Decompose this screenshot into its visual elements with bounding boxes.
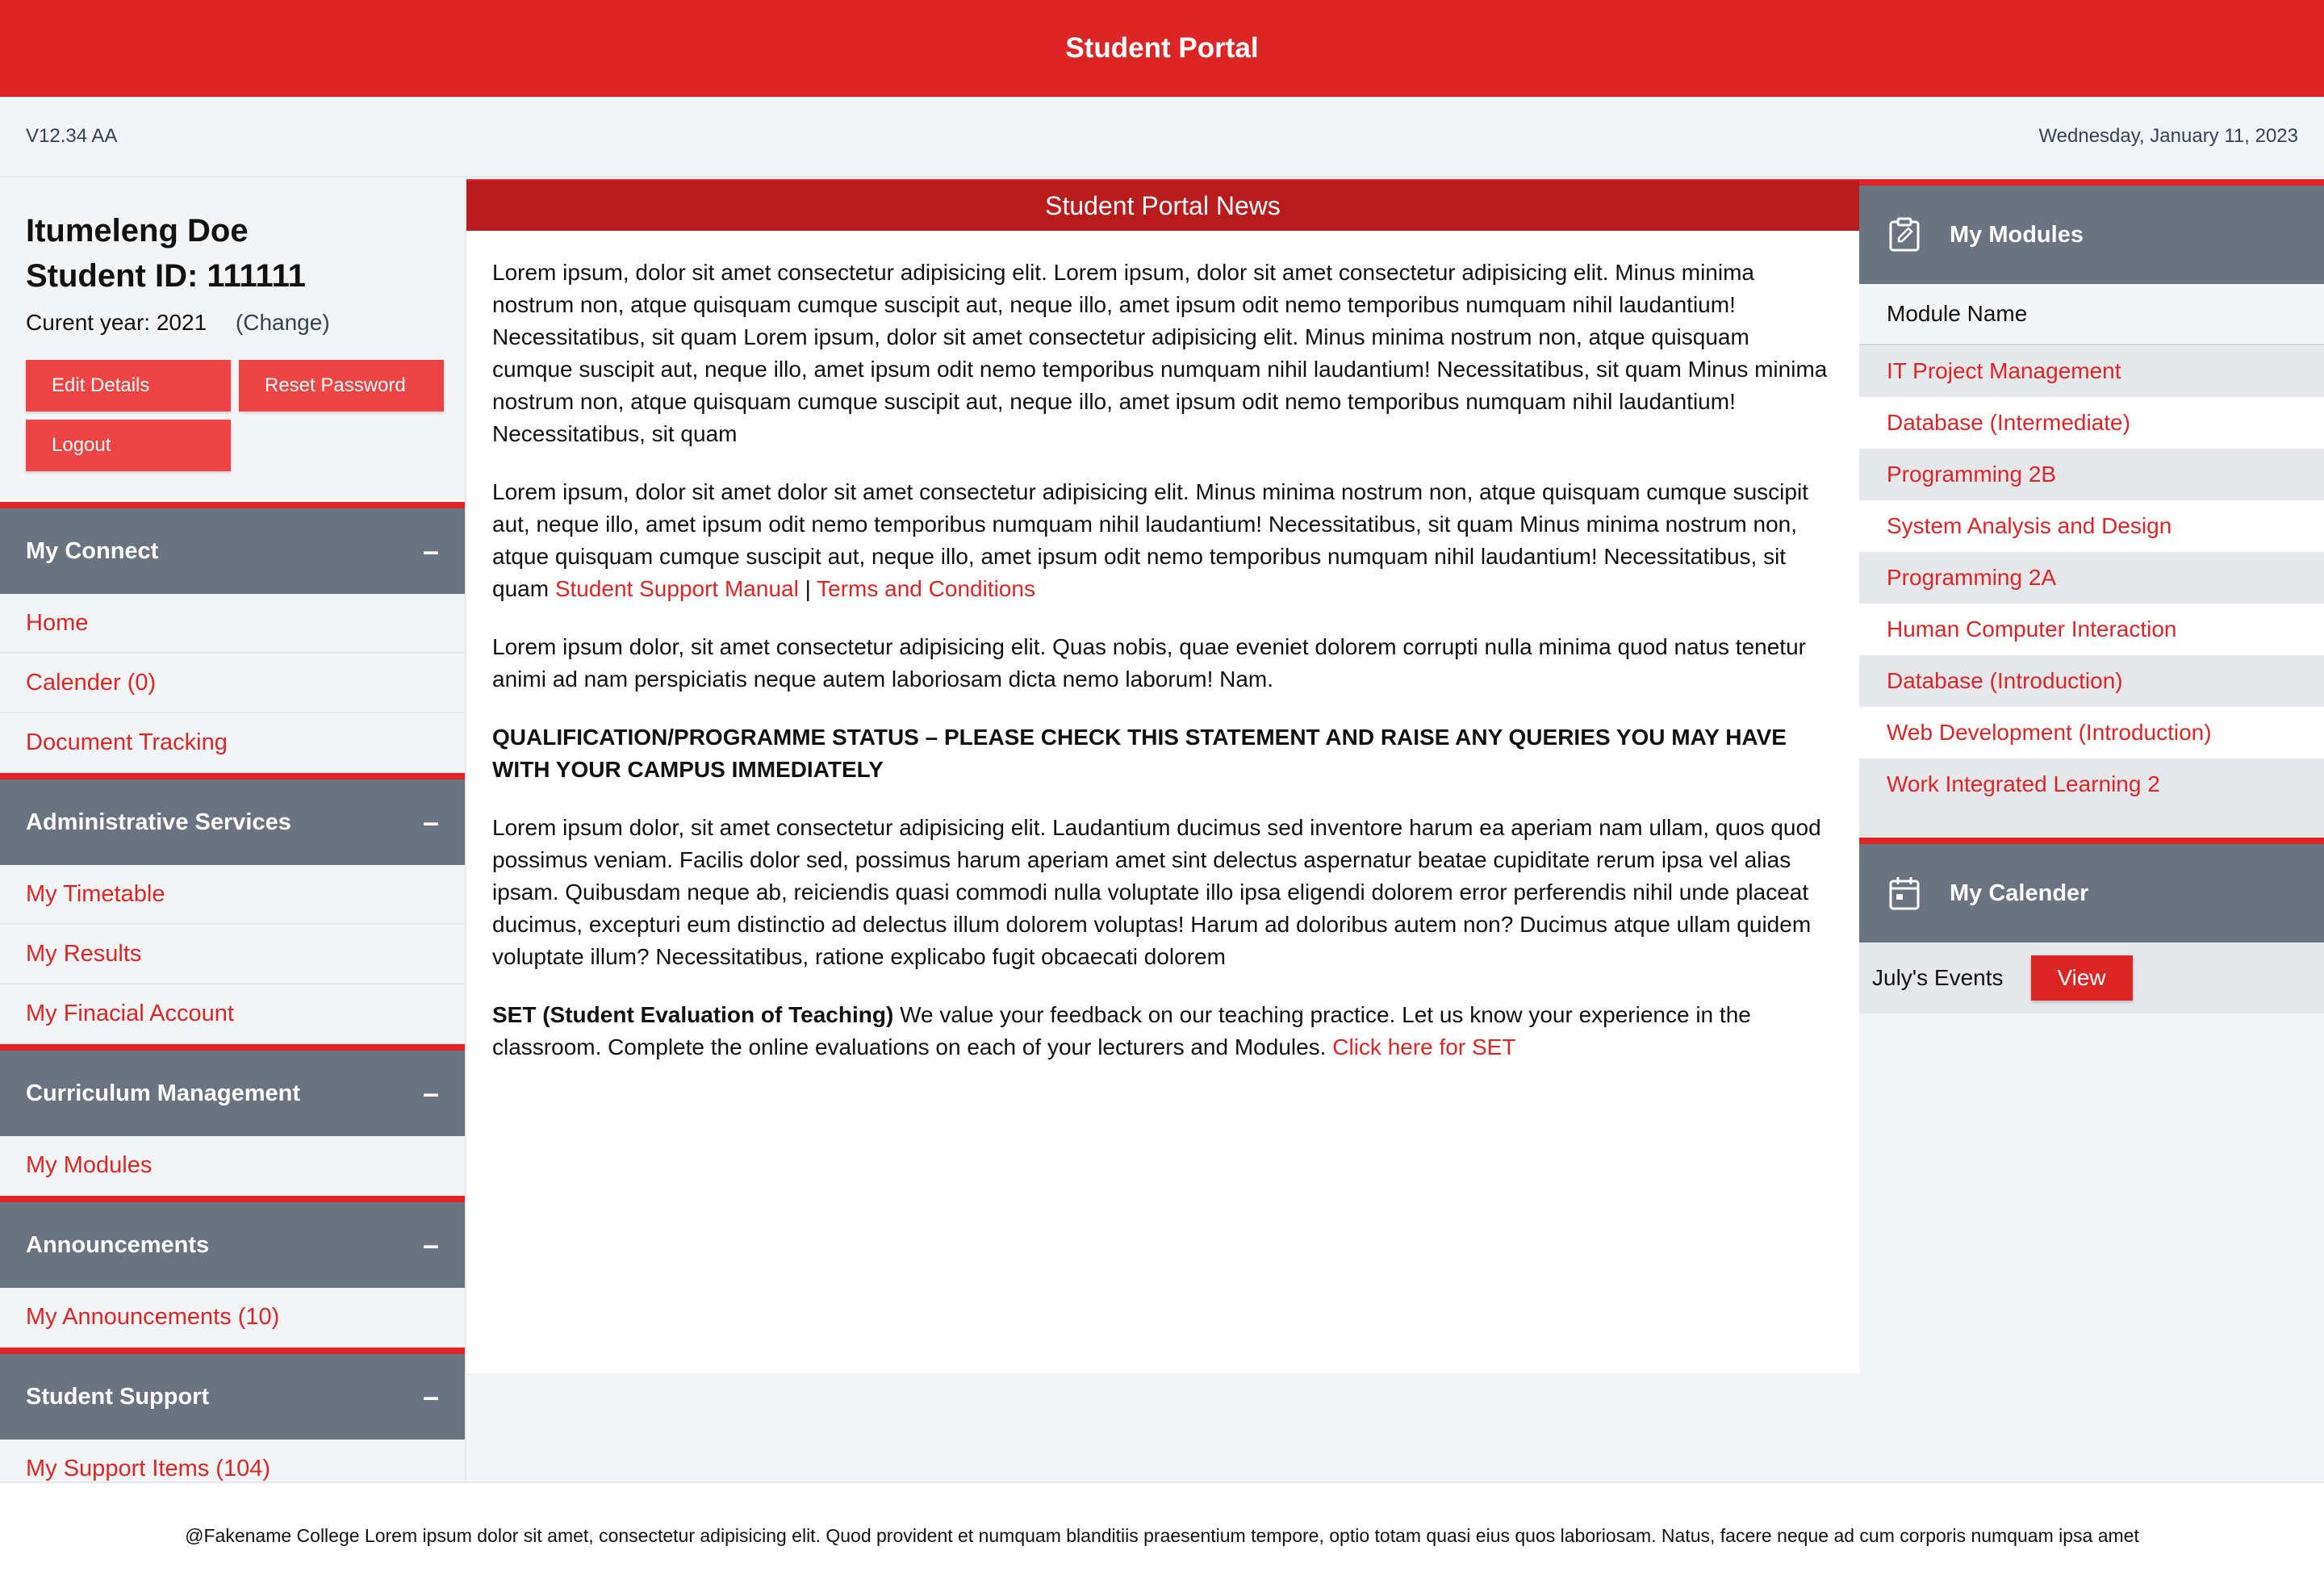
edit-details-button[interactable]: Edit Details <box>26 360 231 412</box>
sidebar-item-support-items[interactable]: My Support Items (104) <box>0 1440 465 1499</box>
version-label: V12.34 AA <box>26 125 118 147</box>
module-item[interactable]: Database (Intermediate) <box>1859 397 2324 449</box>
section-header-administrative-services[interactable]: Administrative Services – <box>0 773 465 865</box>
section-administrative-services <box>0 773 465 1044</box>
sidebar-item-calender[interactable]: Calender (0) <box>0 654 465 713</box>
modules-title: My Modules <box>1950 221 2084 248</box>
module-item[interactable]: Programming 2A <box>1859 552 2324 604</box>
profile-actions <box>26 360 445 471</box>
left-sidebar <box>0 179 466 1481</box>
terms-and-conditions-link[interactable]: Terms and Conditions <box>817 576 1035 601</box>
top-header <box>0 0 2324 97</box>
student-id: Student ID: 111111 <box>26 258 306 294</box>
news-content <box>466 231 1859 1064</box>
set-paragraph: SET (Student Evaluation of Teaching) We value your feedback on our teaching practice. Let us know your experience in the classroom. Complete the online evaluations on each of your lecturers and Modules. Click here for SET <box>492 1002 1751 1059</box>
right-sidebar <box>1859 179 2324 1481</box>
set-link[interactable]: Click here for SET <box>1332 1034 1516 1059</box>
sidebar-item-my-modules[interactable]: My Modules <box>0 1136 465 1196</box>
section-header-curriculum-management[interactable]: Curriculum Management – <box>0 1044 465 1136</box>
sidebar-item-timetable[interactable]: My Timetable <box>0 865 465 925</box>
section-student-support <box>0 1348 465 1499</box>
student-support-manual-link[interactable]: Student Support Manual <box>554 576 799 601</box>
calendar-icon <box>1888 875 1921 911</box>
collapse-icon[interactable]: – <box>422 1380 439 1413</box>
news-paragraph-links: Lorem ipsum, dolor sit amet dolor sit amet consectetur adipisicing elit. Minus minima nostrum non, atque quisquam cumque suscipit aut, neque illo, amet ipsum odit nemo temporibus numquam nihil laudantium! Necessitatibus, sit quam Minus minima nostrum non, atque quisquam cumque suscipit aut, neque illo, amet ipsum odit nemo temporibus numquam nihil laudantium! Necessitatibus, sit quam Student Support Manual | Terms and Conditions <box>492 479 1808 601</box>
sidebar-item-announcements[interactable]: My Announcements (10) <box>0 1288 465 1348</box>
footer-text: @Fakename College Lorem ipsum dolor sit amet, consectetur adipisicing elit. Quod provident et numquam blanditiis praesentium tempore, optio totam quasi eius quos laboriosam. Natus, facere neque ad cum corporis numquam ipsa amet <box>185 1524 2139 1546</box>
current-date: Wednesday, January 11, 2023 <box>2038 125 2298 147</box>
footer <box>0 1481 2324 1588</box>
calendar-header <box>1859 838 2324 942</box>
qualification-status-heading: QUALIFICATION/PROGRAMME STATUS – PLEASE CHECK THIS STATEMENT AND RAISE ANY QUERIES YOU MAY HAVE WITH YOUR CAMPUS IMMEDIATELY <box>492 725 1787 782</box>
module-item[interactable]: Web Development (Introduction) <box>1859 707 2324 758</box>
profile-panel <box>0 179 465 502</box>
modules-spacer <box>1859 810 2324 838</box>
sidebar-item-financial-account[interactable]: My Finacial Account <box>0 984 465 1044</box>
module-item[interactable]: Programming 2B <box>1859 449 2324 500</box>
clipboard-edit-icon <box>1888 217 1921 253</box>
app-title: Student Portal <box>1065 32 1259 64</box>
student-name: Itumeleng Doe <box>26 213 249 249</box>
logout-button[interactable]: Logout <box>26 420 231 471</box>
news-paragraph: Lorem ipsum dolor, sit amet consectetur adipisicing elit. Laudantium ducimus sed inventore harum ea aperiam nam ullam, quos quod possimus veniam. Facilis dolor sed, possimus harum aperiam amet sint delectus aspernatur beatae cupiditate rerum ipsa vel alias ipsam. Quibusdam neque ab, reiciendis quasi commodi nulla voluptate illo ipsa eligendi dolorem error perferendis nihil unde placeat ducimus, excepturi eum distinctio ad delectus illum dolorem voluptas! Harum ad doloribus autem non? Ducimus atque ullam quidem voluptate illum? Necessitatibus, ratione explicabo fugit obcaecati dolorem <box>492 815 1821 969</box>
modules-header <box>1859 179 2324 284</box>
module-item[interactable]: Human Computer Interaction <box>1859 604 2324 655</box>
section-header-announcements[interactable]: Announcements – <box>0 1196 465 1288</box>
sidebar-item-home[interactable]: Home <box>0 594 465 654</box>
collapse-icon[interactable]: – <box>422 534 439 567</box>
module-item[interactable]: System Analysis and Design <box>1859 500 2324 552</box>
sidebar-item-results[interactable]: My Results <box>0 925 465 984</box>
collapse-icon[interactable]: – <box>422 1228 439 1261</box>
events-row <box>1859 942 2324 1013</box>
sidebar-item-document-tracking[interactable]: Document Tracking <box>0 713 465 773</box>
module-item[interactable]: Database (Introduction) <box>1859 655 2324 707</box>
current-year: Curent year: 2021 <box>26 310 207 335</box>
calendar-title: My Calender <box>1950 880 2089 906</box>
view-events-button[interactable]: View <box>2031 955 2133 1001</box>
news-paragraph: Lorem ipsum dolor, sit amet consectetur adipisicing elit. Quas nobis, quae eveniet dolorem corrupti nulla minima quod natus tenetur animi ad nam perspiciatis neque autem laboriosam dicta nemo laborum! Nam. <box>492 634 1806 692</box>
section-header-my-connect[interactable]: My Connect – <box>0 502 465 594</box>
module-item[interactable]: Work Integrated Learning 2 <box>1859 758 2324 810</box>
section-header-student-support[interactable]: Student Support – <box>0 1348 465 1440</box>
sub-header <box>0 97 2324 178</box>
module-name-column-header: Module Name <box>1859 284 2324 345</box>
module-item[interactable]: IT Project Management <box>1859 345 2324 397</box>
section-announcements <box>0 1196 465 1348</box>
change-year-link[interactable]: (Change) <box>235 310 330 335</box>
news-panel <box>466 179 1859 1373</box>
reset-password-button[interactable]: Reset Password <box>239 360 444 412</box>
section-my-connect <box>0 502 465 773</box>
collapse-icon[interactable]: – <box>422 1076 439 1110</box>
section-curriculum-management <box>0 1044 465 1196</box>
news-paragraph: Lorem ipsum, dolor sit amet consectetur adipisicing elit. Lorem ipsum, dolor sit amet consectetur adipisicing elit. Minus minima nostrum non, atque quisquam cumque suscipit aut, neque illo, amet ipsum odit nemo temporibus numquam nihil laudantium! Necessitatibus, sit quam Lorem ipsum, dolor sit amet consectetur adipisicing elit. Minus minima nostrum non, atque quisquam cumque suscipit aut, neque illo, amet ipsum odit nemo temporibus numquam nihil laudantium! Necessitatibus, sit quam Minus minima nostrum non, atque quisquam cumque suscipit aut, neque illo, amet ipsum odit nemo temporibus numquam nihil laudantium! Necessitatibus, sit quam <box>492 260 1828 446</box>
current-year-row <box>26 310 439 336</box>
collapse-icon[interactable]: – <box>422 805 439 838</box>
events-label: July's Events <box>1872 965 2004 990</box>
news-title: Student Portal News <box>466 179 1859 231</box>
